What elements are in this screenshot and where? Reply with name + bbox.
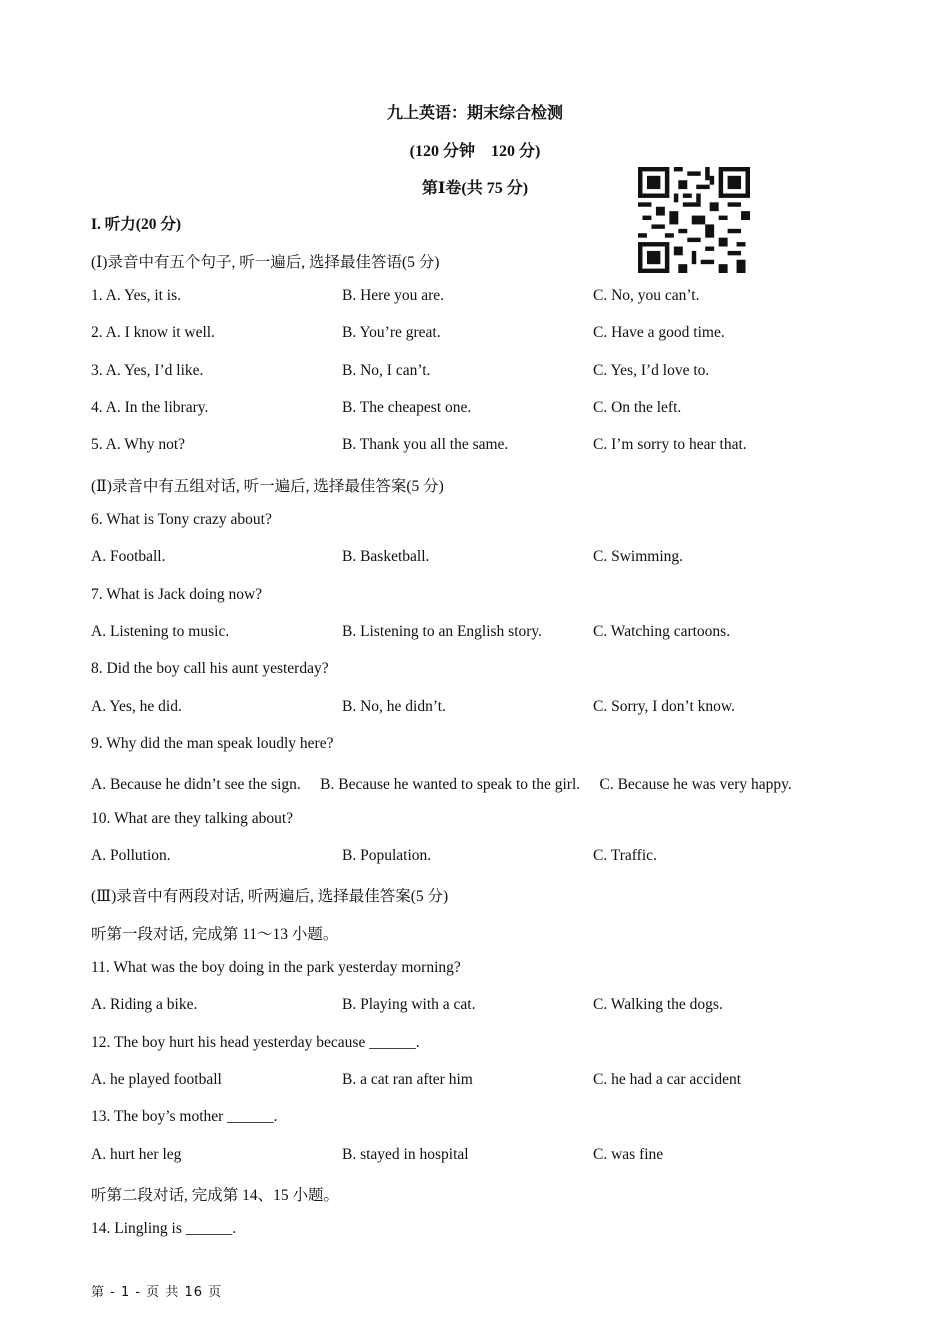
option-b: B. No, I can’t. [342, 362, 431, 379]
page-number: 第 - 1 - 页 共 16 页 [91, 1285, 223, 1300]
option-b: B. You’re great. [342, 324, 441, 341]
question-text: 7. What is Jack doing now? [91, 586, 263, 603]
question-options-inline: A. Because he didn’t see the sign. B. Because he wanted to speak to the girl. C. Because he was very happy. [91, 776, 792, 793]
option-a: A. Listening to music. [91, 623, 230, 640]
question-text: 14. Lingling is ______. [91, 1220, 237, 1237]
option-a: 3. A. Yes, I’d like. [91, 362, 204, 379]
option-c: C. Have a good time. [593, 324, 725, 341]
option-c: C. I’m sorry to hear that. [593, 436, 747, 453]
option-b: B. Playing with a cat. [342, 996, 476, 1013]
option-a: A. Pollution. [91, 847, 171, 864]
question-text: 6. What is Tony crazy about? [91, 511, 272, 528]
option-a: A. Yes, he did. [91, 698, 182, 715]
section-heading-listening: I. 听力(20 分) [91, 216, 181, 233]
option-b: B. Thank you all the same. [342, 436, 509, 453]
question-text: 13. The boy’s mother ______. [91, 1108, 278, 1125]
dialog-instruction-1: 听第一段对话, 完成第 11～13 小题。 [91, 926, 339, 943]
option-b: B. stayed in hospital [342, 1146, 469, 1163]
option-a: 1. A. Yes, it is. [91, 287, 182, 304]
option-c: C. No, you can’t. [593, 287, 700, 304]
option-c: C. Swimming. [593, 548, 684, 565]
question-text: 9. Why did the man speak loudly here? [91, 735, 334, 752]
option-c: C. Sorry, I don’t know. [593, 698, 735, 715]
page-title: 九上英语：期末综合检测 [386, 105, 563, 122]
option-a: A. hurt her leg [91, 1146, 182, 1163]
part-instruction-1: (Ⅰ)录音中有五个句子, 听一遍后, 选择最佳答语(5 分) [91, 254, 440, 271]
part-heading: 第Ⅰ卷(共 75 分) [421, 180, 529, 197]
question-text: 10. What are they talking about? [91, 810, 294, 827]
option-c: C. Traffic. [593, 847, 657, 864]
question-text: 11. What was the boy doing in the park yesterday morning? [91, 959, 461, 976]
option-a: 4. A. In the library. [91, 399, 209, 416]
option-b: B. Basketball. [342, 548, 430, 565]
option-c: C. Yes, I’d love to. [593, 362, 710, 379]
question-text: 12. The boy hurt his head yesterday because ______. [91, 1034, 420, 1051]
option-a: 5. A. Why not? [91, 436, 185, 453]
part-instruction-3: (Ⅲ)录音中有两段对话, 听两遍后, 选择最佳答案(5 分) [91, 888, 449, 905]
dialog-instruction-2: 听第二段对话, 完成第 14、15 小题。 [91, 1187, 340, 1204]
option-c: C. was fine [593, 1146, 664, 1163]
option-c: C. Watching cartoons. [593, 623, 731, 640]
option-a: A. Football. [91, 548, 166, 565]
option-b: B. No, he didn’t. [342, 698, 446, 715]
option-a: A. he played football [91, 1071, 222, 1088]
option-a: A. Riding a bike. [91, 996, 198, 1013]
part-instruction-2: (Ⅱ)录音中有五组对话, 听一遍后, 选择最佳答案(5 分) [91, 478, 444, 495]
question-text: 8. Did the boy call his aunt yesterday? [91, 660, 329, 677]
option-c: C. On the left. [593, 399, 682, 416]
qr-code-icon [638, 167, 750, 273]
option-b: B. a cat ran after him [342, 1071, 473, 1088]
option-b: B. Population. [342, 847, 432, 864]
option-b: B. The cheapest one. [342, 399, 472, 416]
option-b: B. Listening to an English story. [342, 623, 543, 640]
option-c: C. he had a car accident [593, 1071, 742, 1088]
option-a: 2. A. I know it well. [91, 324, 215, 341]
option-b: B. Here you are. [342, 287, 444, 304]
exam-duration: (120 分钟 120 分) [409, 143, 541, 160]
option-c: C. Walking the dogs. [593, 996, 723, 1013]
